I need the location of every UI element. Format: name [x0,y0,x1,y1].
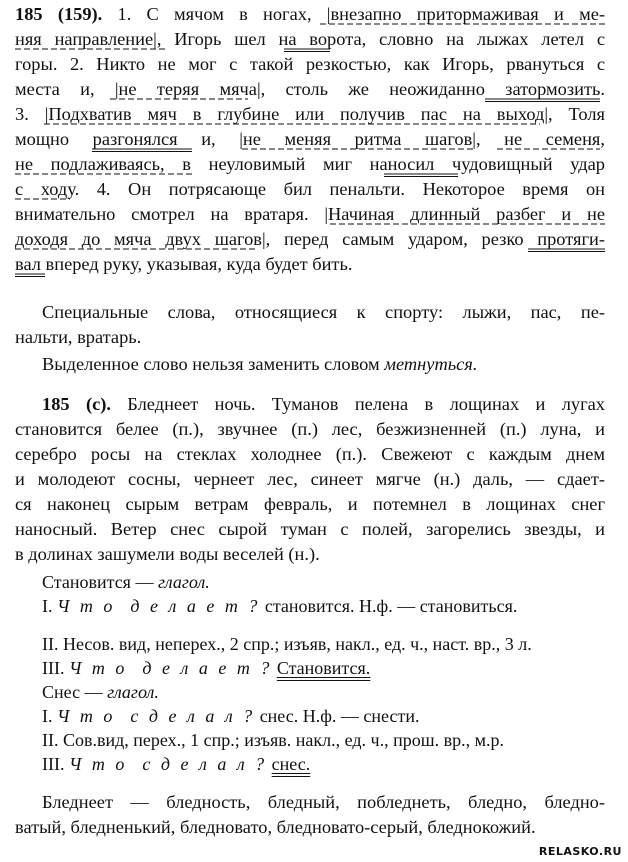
step-prefix: III. [42,658,69,678]
analysis-pos: глагол. [107,682,159,702]
ex185-c-line-3: серебро росы на стеклах холоднее (п.). Свежеют с каждым днем [15,444,605,464]
analysis-verb2-step2: II. Сов.вид, перех., 1 спр.; изъяв. накл., ед. ч., прош. вр., м.р. [42,730,504,750]
step-prefix: I. [42,596,57,616]
step-rest: становится. Н.ф. — становиться. [260,596,518,616]
ex185-159-line-7: не подлаживаясь, в неуловимый миг наносил чудовищный удар [15,154,605,174]
site-watermark: RELASKO.RU [538,845,622,858]
ex185-159-line-4: места и, |не теряя мяча|, столь же неожиданно затормозить. [15,79,605,99]
step-answer: снес. [271,754,311,774]
analysis-pos: глагол. [157,572,210,592]
ex185-c-line-4: и молодеют сосны, чернеет лес, синеет мягче (н.) даль, — сдает- [15,469,605,489]
step-prefix: III. [42,754,69,774]
text-span: 1. С мячом в ногах, |внезапно притормаживая и ме- [102,4,605,24]
step-question: Ч т о д е л а е т ? [68,658,273,678]
step-question: Ч т о с д е л а л ? [57,706,256,726]
word-family-line-2: ватый, бледненький, бледновато, бледновато-серый, бледнокожий. [15,817,536,837]
ex185-c-line-1 [42,392,605,416]
note-replace-italic-word: метнуться. [384,354,478,374]
ex185-c-line-7: в долинах зашумели воды веселей (н.). [15,544,320,564]
ex185-159-line-1 [15,2,605,26]
word-family-line-1: Бледнеет — бледность, бледный, побледнеть, бледно, бледно- [42,792,605,812]
ex185-c-line-5: ся наконец сырым ветрам февраль, и потемнел в лощинах снег [15,494,605,514]
ex185-159-line-6: мощно разгонялся и, |не меняя ритма шагов|, не семеня, [15,129,605,149]
ex185-159-line-10: доходя до мяча двух шагов|, перед самым ударом, резко протяги- [15,229,605,249]
step-question: Ч т о д е л а е т ? [57,596,261,616]
note-replace-word [42,352,605,376]
note-replace-text: Выделенное слово нельзя заменить словом [42,354,385,374]
ex185-159-line-9: внимательно смотрел на вратаря. |Начиная длинный разбег и не [15,204,605,224]
exercise-number: 185 (159). [15,4,103,24]
ex185-159-line-8: с ходу. 4. Он потрясающе бил пенальти. Некоторое время он [15,179,605,199]
ex185-159-line-5: 3. |Подхватив мяч в глубине или получив пас на выход|, Толя [15,104,605,124]
ex185-c-line-2: становится белее (п.), звучнее (п.) лес, безжизненней (п.) луна, и [15,419,605,439]
step-answer: Становится. [276,658,371,678]
analysis-verb2-step1 [42,704,419,728]
step-question: Ч т о с д е л а л ? [68,754,268,774]
ex185-159-line-11: вал вперед руку, указывая, куда будет бить. [15,254,353,274]
note-special-words-1: Специальные слова, относящиеся к спорту: лыжи, пас, пе- [42,302,605,322]
exercise-number: 185 (с). [42,394,111,414]
analysis-verb2-step3 [42,752,310,776]
ex185-159-line-2: няя направление|, Игорь шел на ворота, словно на лыжах летел с [15,29,605,49]
analysis-word: Становится — [42,572,158,592]
analysis-verb1-step3 [42,656,370,680]
analysis-word: Снес — [42,682,108,702]
analysis-verb2-title [42,680,159,704]
text-span: Бледнеет ночь. Туманов пелена в лощинах и лугах [110,394,605,414]
ex185-c-line-6: наносный. Ветер снес сырой туман с полей, загорелись звезды, и [15,519,605,539]
step-prefix: I. [42,706,57,726]
analysis-verb1-step1 [42,594,517,618]
note-special-words-2: нальти, вратарь. [15,327,142,347]
analysis-verb1-step2: II. Несов. вид, неперех., 2 спр.; изъяв, накл., ед. ч., наст. вр., 3 л. [42,634,532,654]
step-rest: снес. Н.ф. — снести. [255,706,420,726]
ex185-159-line-3: горы. 2. Никто не мог с такой резкостью, как Игорь, рвануться с [15,54,605,74]
analysis-verb1-title [42,570,210,594]
